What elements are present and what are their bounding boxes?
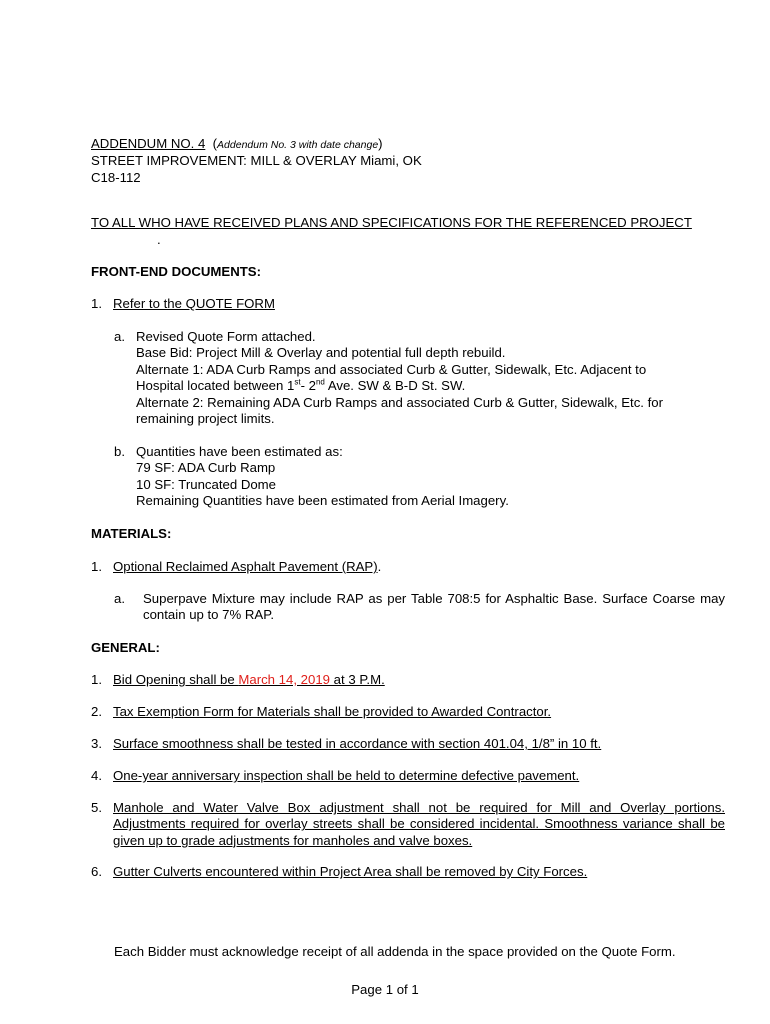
page-number: Page 1 of 1 [351,982,419,997]
bid-opening-date: March 14, 2019 [238,672,331,687]
materials-item-1: 1. Optional Reclaimed Asphalt Pavement (RAP). [91,559,382,574]
addendum-header: ADDENDUM NO. 4 (Addendum No. 3 with date change) STREET IMPROVEMENT: MILL & OVERLAY Miami, OK C18-112 [91,136,725,186]
project-number: C18-112 [91,169,141,185]
addendum-note: Addendum No. 3 with date change [217,139,379,151]
general-item-2: 2. Tax Exemption Form for Materials shall be provided to Awarded Contractor. [91,704,552,719]
acknowledge-note: Each Bidder must acknowledge receipt of all addenda in the space provided on the Quote Form. [114,944,676,959]
intro-paragraph: TO ALL WHO HAVE RECEIVED PLANS AND SPECIFICATIONS FOR THE REFERENCED PROJECT [91,215,692,230]
addendum-title: ADDENDUM NO. 4 [91,136,206,151]
front-end-item-1b: b. Quantities have been estimated as: 79 SF: ADA Curb Ramp 10 SF: Truncated Dome Remaining Quantities have been estimated from Aerial Imagery. [114,444,509,509]
general-item-4: 4. One-year anniversary inspection shall be held to determine defective pavement. [91,768,580,783]
document-page: ADDENDUM NO. 4 (Addendum No. 3 with date change) STREET IMPROVEMENT: MILL & OVERLAY Miami, OK C18-112 TO ALL WHO HAVE RECEIVED PLANS AND SPECIFICATIONS FOR THE REFERENCED PROJECT . FRONT-END DOCUMENTS: 1. Refer to the QUOTE FORM a. Revised Quote Form attached. Base Bid: Project Mill & Overlay and potential full depth rebuild. Alternate 1: ADA Curb Ramps and associated Curb & Gutter, Sidewalk, Etc. Adjacent to Hospital located between 1st- 2nd Ave. SW & B-D St. SW. Alternate 2: Remaining ADA Curb Ramps and associated Curb & Gutter, Sidewalk, Etc. for remaining project limits. b. Quantities have been estimated as: 79 SF: ADA Curb Ramp 10 SF: Truncated Dome Remaining Quantities have been estimated from Aerial Imagery. MATERIALS: 1. Optional Reclaimed Asphalt Pavement (RAP). a. Superpave Mixture may include RAP as per Table 708:5 for Asphaltic Base. Surface Coarse may contain up to 7% RAP. GENERAL: 1. Bid Opening shall be March 14, 2019 at 3 P.M. 2. Tax Exemption Form for Materials shall be provided to Awarded Contractor. 3. Surface smoothness shall be tested in accordance with section 401.04, 1/8” in 10 ft. 4. One-year anniversary inspection shall be held to determine defective pavement. 5. Manhole and Water Valve Box adjustment shall not be required for Mill and Overlay portions. Adjustments required for overlay streets shall be considered incidental. Smoothness variance shall be given up to grade adjustments for manholes and valve boxes. 6. Gutter Culverts encountered within Project Area shall be removed by City Forces. Each Bidder must acknowledge receipt of all addenda in the space provided on the Quote Form. Page 1 of 1 [0,0,770,1024]
materials-heading: MATERIALS: [91,526,172,541]
project-title: STREET IMPROVEMENT: MILL & OVERLAY Miami, OK [91,153,422,169]
general-item-3: 3. Surface smoothness shall be tested in accordance with section 401.04, 1/8” in 10 ft. [91,736,602,751]
materials-item-1a: a. Superpave Mixture may include RAP as per Table 708:5 for Asphaltic Base. Surface Coarse may contain up to 7% RAP. [114,591,725,623]
general-item-1: 1. Bid Opening shall be March 14, 2019 at 3 P.M. [91,672,385,687]
front-end-item-1a: a. Revised Quote Form attached. Base Bid: Project Mill & Overlay and potential full depth rebuild. Alternate 1: ADA Curb Ramps and associated Curb & Gutter, Sidewalk, Etc. Adjacent to Hospital located between 1st- 2nd Ave. SW & B-D St. SW. Alternate 2: Remaining ADA Curb Ramps and associated Curb & Gutter, Sidewalk, Etc. for remaining project limits. [114,329,664,427]
general-item-6: 6. Gutter Culverts encountered within Project Area shall be removed by City Forces. [91,864,588,879]
front-end-heading: FRONT-END DOCUMENTS: [91,264,261,279]
front-end-item-1: 1. Refer to the QUOTE FORM [91,296,275,311]
general-heading: GENERAL: [91,640,160,655]
general-item-5: 5. Manhole and Water Valve Box adjustment shall not be required for Mill and Overlay portions. Adjustments required for overlay streets shall be considered incidental. Smoothness variance shall be given up to grade adjustments for manholes and valve boxes. [91,800,725,848]
